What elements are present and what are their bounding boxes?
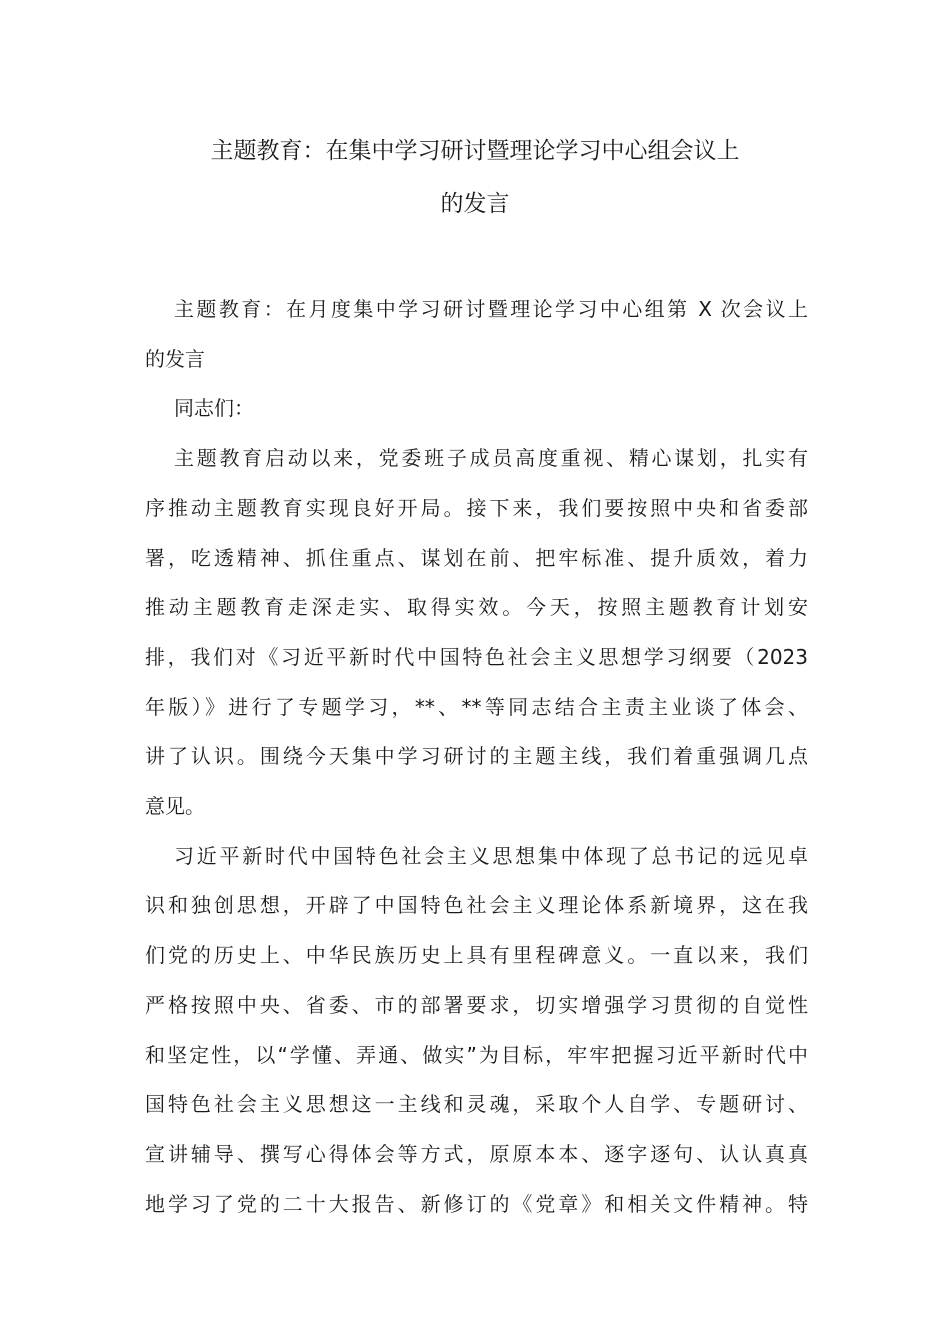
paragraph-line: 严格按照中央、省委、市的部署要求，切实增强学习贯彻的自觉性 [145,992,808,1017]
paragraph-line: 的发言 [145,346,205,371]
paragraph-line: 意见。 [145,794,205,819]
paragraph-line: 地学习了党的二十大报告、新修订的《党章》和相关文件精神。特 [145,1191,808,1216]
paragraph-line: 推动主题教育走深走实、取得实效。今天，按照主题教育计划安 [145,595,808,620]
paragraph-line: 识和独创思想，开辟了中国特色社会主义理论体系新境界，这在我 [145,893,808,918]
paragraph-subtitle [145,285,808,384]
paragraph-line: 习近平新时代中国特色社会主义思想集中体现了总书记的远见卓 [174,843,808,868]
title-line-2: 的发言 [440,191,510,217]
paragraph-line: 们党的历史上、中华民族历史上具有里程碑意义。一直以来，我们 [145,943,808,968]
paragraph-line: 国特色社会主义思想这一主线和灵魂，采取个人自学、专题研讨、 [145,1092,808,1117]
document-body [145,285,808,1229]
paragraph-line: 年版）》进行了专题学习，**、**等同志结合主责主业谈了体会、 [145,694,808,719]
paragraph-intro [145,434,808,832]
paragraph-salutation [145,384,808,434]
document-title [150,125,800,231]
paragraph-line: 排，我们对《习近平新时代中国特色社会主义思想学习纲要（2023 [145,644,808,669]
paragraph-thought [145,832,808,1230]
paragraph-line: 主题教育启动以来，党委班子成员高度重视、精心谋划，扎实有 [174,446,808,471]
title-line-1: 主题教育：在集中学习研讨暨理论学习中心组会议上 [210,138,740,164]
paragraph-line: 和坚定性，以“学懂、弄通、做实”为目标，牢牢把握习近平新时代中 [145,1042,808,1067]
paragraph-line: 主题教育：在月度集中学习研讨暨理论学习中心组第 X 次会议上 [174,297,808,321]
paragraph-line: 署，吃透精神、抓住重点、谋划在前、把牢标准、提升质效，着力 [145,545,808,570]
paragraph-line: 宣讲辅导、撰写心得体会等方式，原原本本、逐字逐句、认认真真 [145,1141,808,1166]
paragraph-line: 序推动主题教育实现良好开局。接下来，我们要按照中央和省委部 [145,495,808,520]
paragraph-line: 讲了认识。围绕今天集中学习研讨的主题主线，我们着重强调几点 [145,744,808,769]
paragraph-line: 同志们： [174,396,254,421]
